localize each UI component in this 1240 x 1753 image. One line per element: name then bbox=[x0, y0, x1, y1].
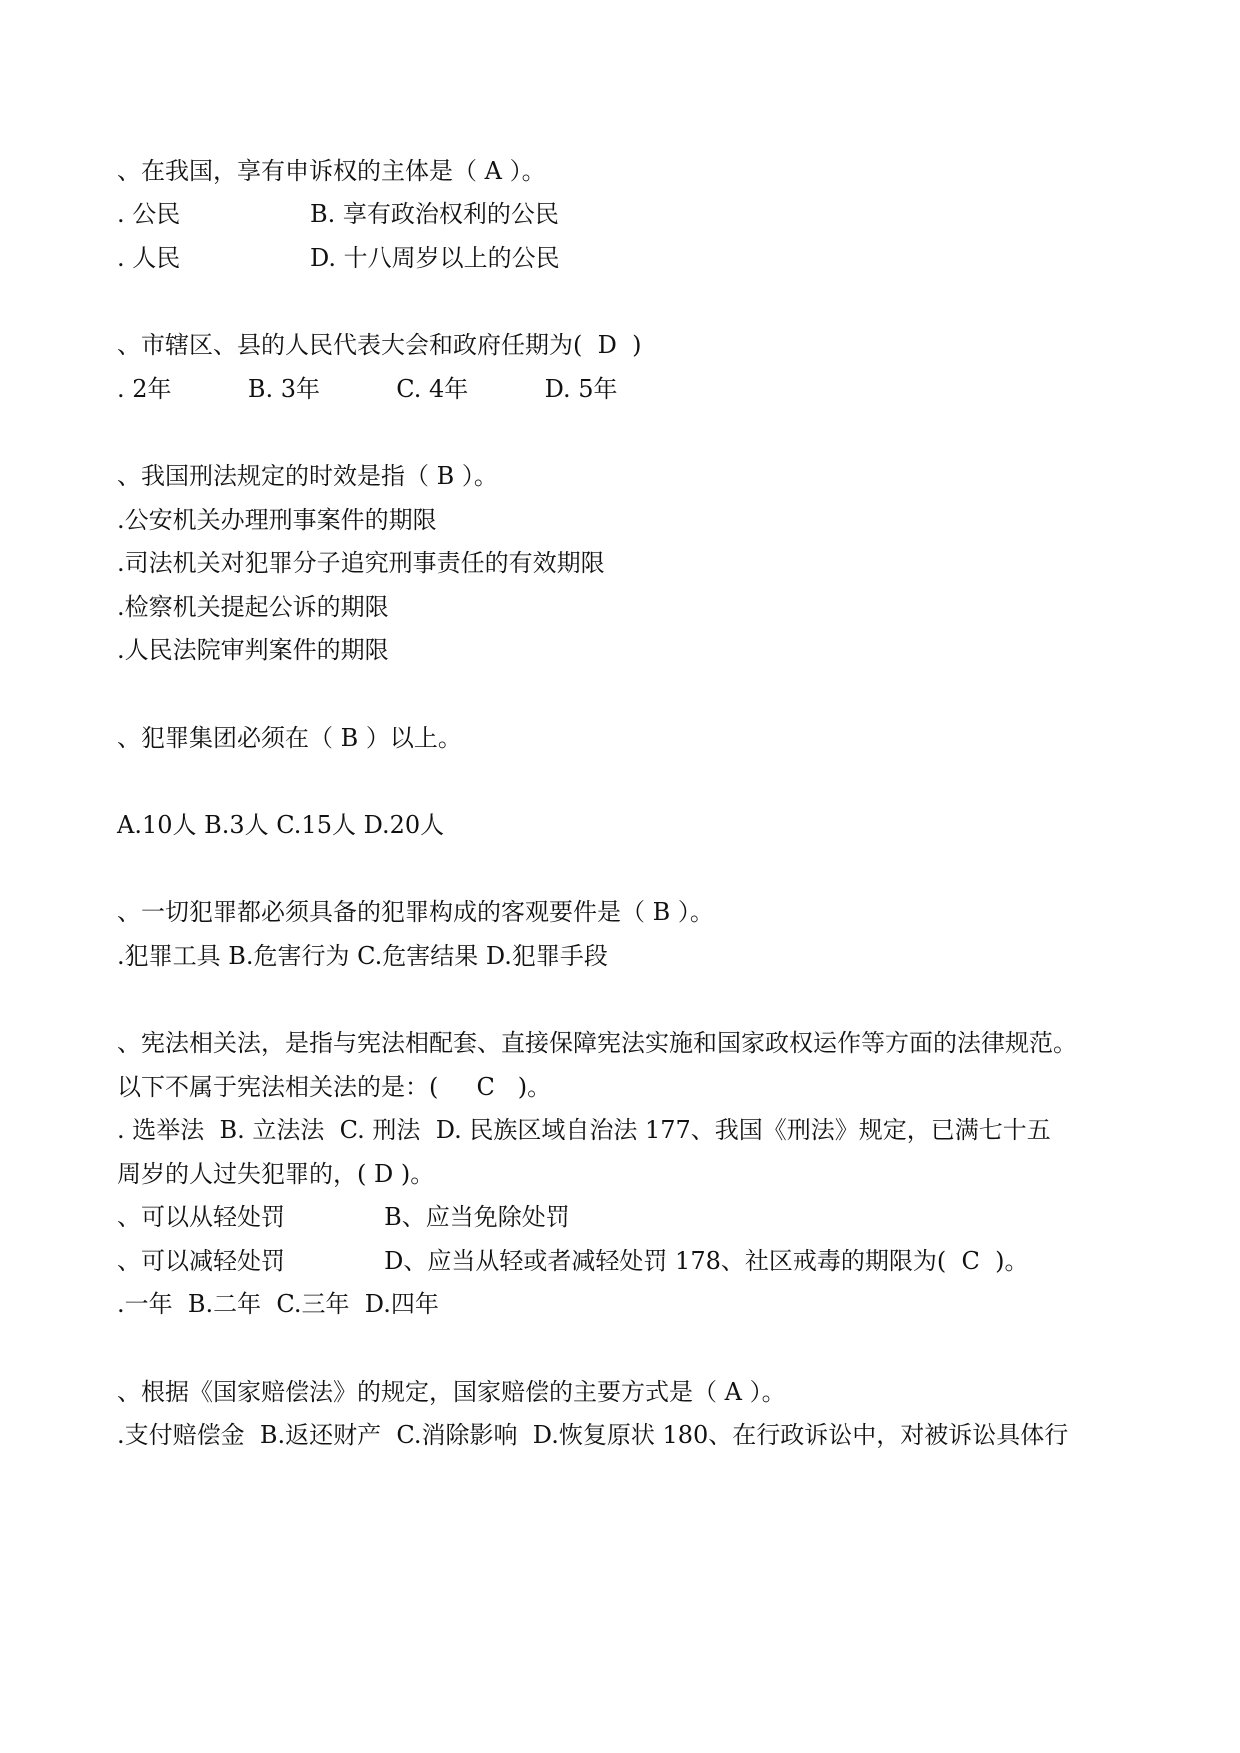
q1-options-ab: . 公民 B. 享有政治权利的公民 bbox=[117, 200, 559, 228]
q3-option-b: .司法机关对犯罪分子追究刑事责任的有效期限 bbox=[117, 549, 605, 577]
q1-question: 、在我国，享有申诉权的主体是（ A ）。 bbox=[117, 157, 546, 185]
q177-options-ab: 、可以从轻处罚 B、应当免除处罚 bbox=[117, 1203, 570, 1231]
q6-question-line2: 以下不属于宪法相关法的是：( C )。 bbox=[117, 1073, 552, 1101]
q179-options-q180: .支付赔偿金 B.返还财产 C.消除影响 D.恢复原状 180、在行政诉讼中，对被诉讼具体行 bbox=[117, 1421, 1069, 1449]
q1-options-cd: . 人民 D. 十八周岁以上的公民 bbox=[117, 244, 560, 272]
q178-options: .一年 B.二年 C.三年 D.四年 bbox=[117, 1290, 439, 1318]
q6-options-q177: . 选举法 B. 立法法 C. 刑法 D. 民族区域自治法 177、我国《刑法》规定，已满七十五 bbox=[117, 1116, 1051, 1144]
q3-question: 、我国刑法规定的时效是指（ B ）。 bbox=[117, 462, 498, 490]
q5-options: .犯罪工具 B.危害行为 C.危害结果 D.犯罪手段 bbox=[117, 942, 608, 970]
q3-option-a: .公安机关办理刑事案件的期限 bbox=[117, 506, 437, 534]
q2-options: . 2年 B. 3年 C. 4年 D. 5年 bbox=[117, 375, 618, 403]
q177-options-cd-q178: 、可以减轻处罚 D、应当从轻或者减轻处罚 178、社区戒毒的期限为( C )。 bbox=[117, 1247, 1029, 1275]
q4-options: A.10人 B.3人 C.15人 D.20人 bbox=[117, 811, 445, 839]
q3-option-d: .人民法院审判案件的期限 bbox=[117, 636, 389, 664]
q179-question: 、根据《国家赔偿法》的规定，国家赔偿的主要方式是（ A ）。 bbox=[117, 1378, 786, 1406]
q4-question: 、犯罪集团必须在（ B ）以上。 bbox=[117, 724, 462, 752]
q3-option-c: .检察机关提起公诉的期限 bbox=[117, 593, 389, 621]
q2-question: 、市辖区、县的人民代表大会和政府任期为( D ) bbox=[117, 331, 642, 359]
q177-question-cont: 周岁的人过失犯罪的，( D )。 bbox=[117, 1160, 435, 1188]
q6-question-line1: 、宪法相关法，是指与宪法相配套、直接保障宪法实施和国家政权运作等方面的法律规范。 bbox=[117, 1029, 1077, 1057]
q5-question: 、一切犯罪都必须具备的犯罪构成的客观要件是（ B ）。 bbox=[117, 898, 714, 926]
